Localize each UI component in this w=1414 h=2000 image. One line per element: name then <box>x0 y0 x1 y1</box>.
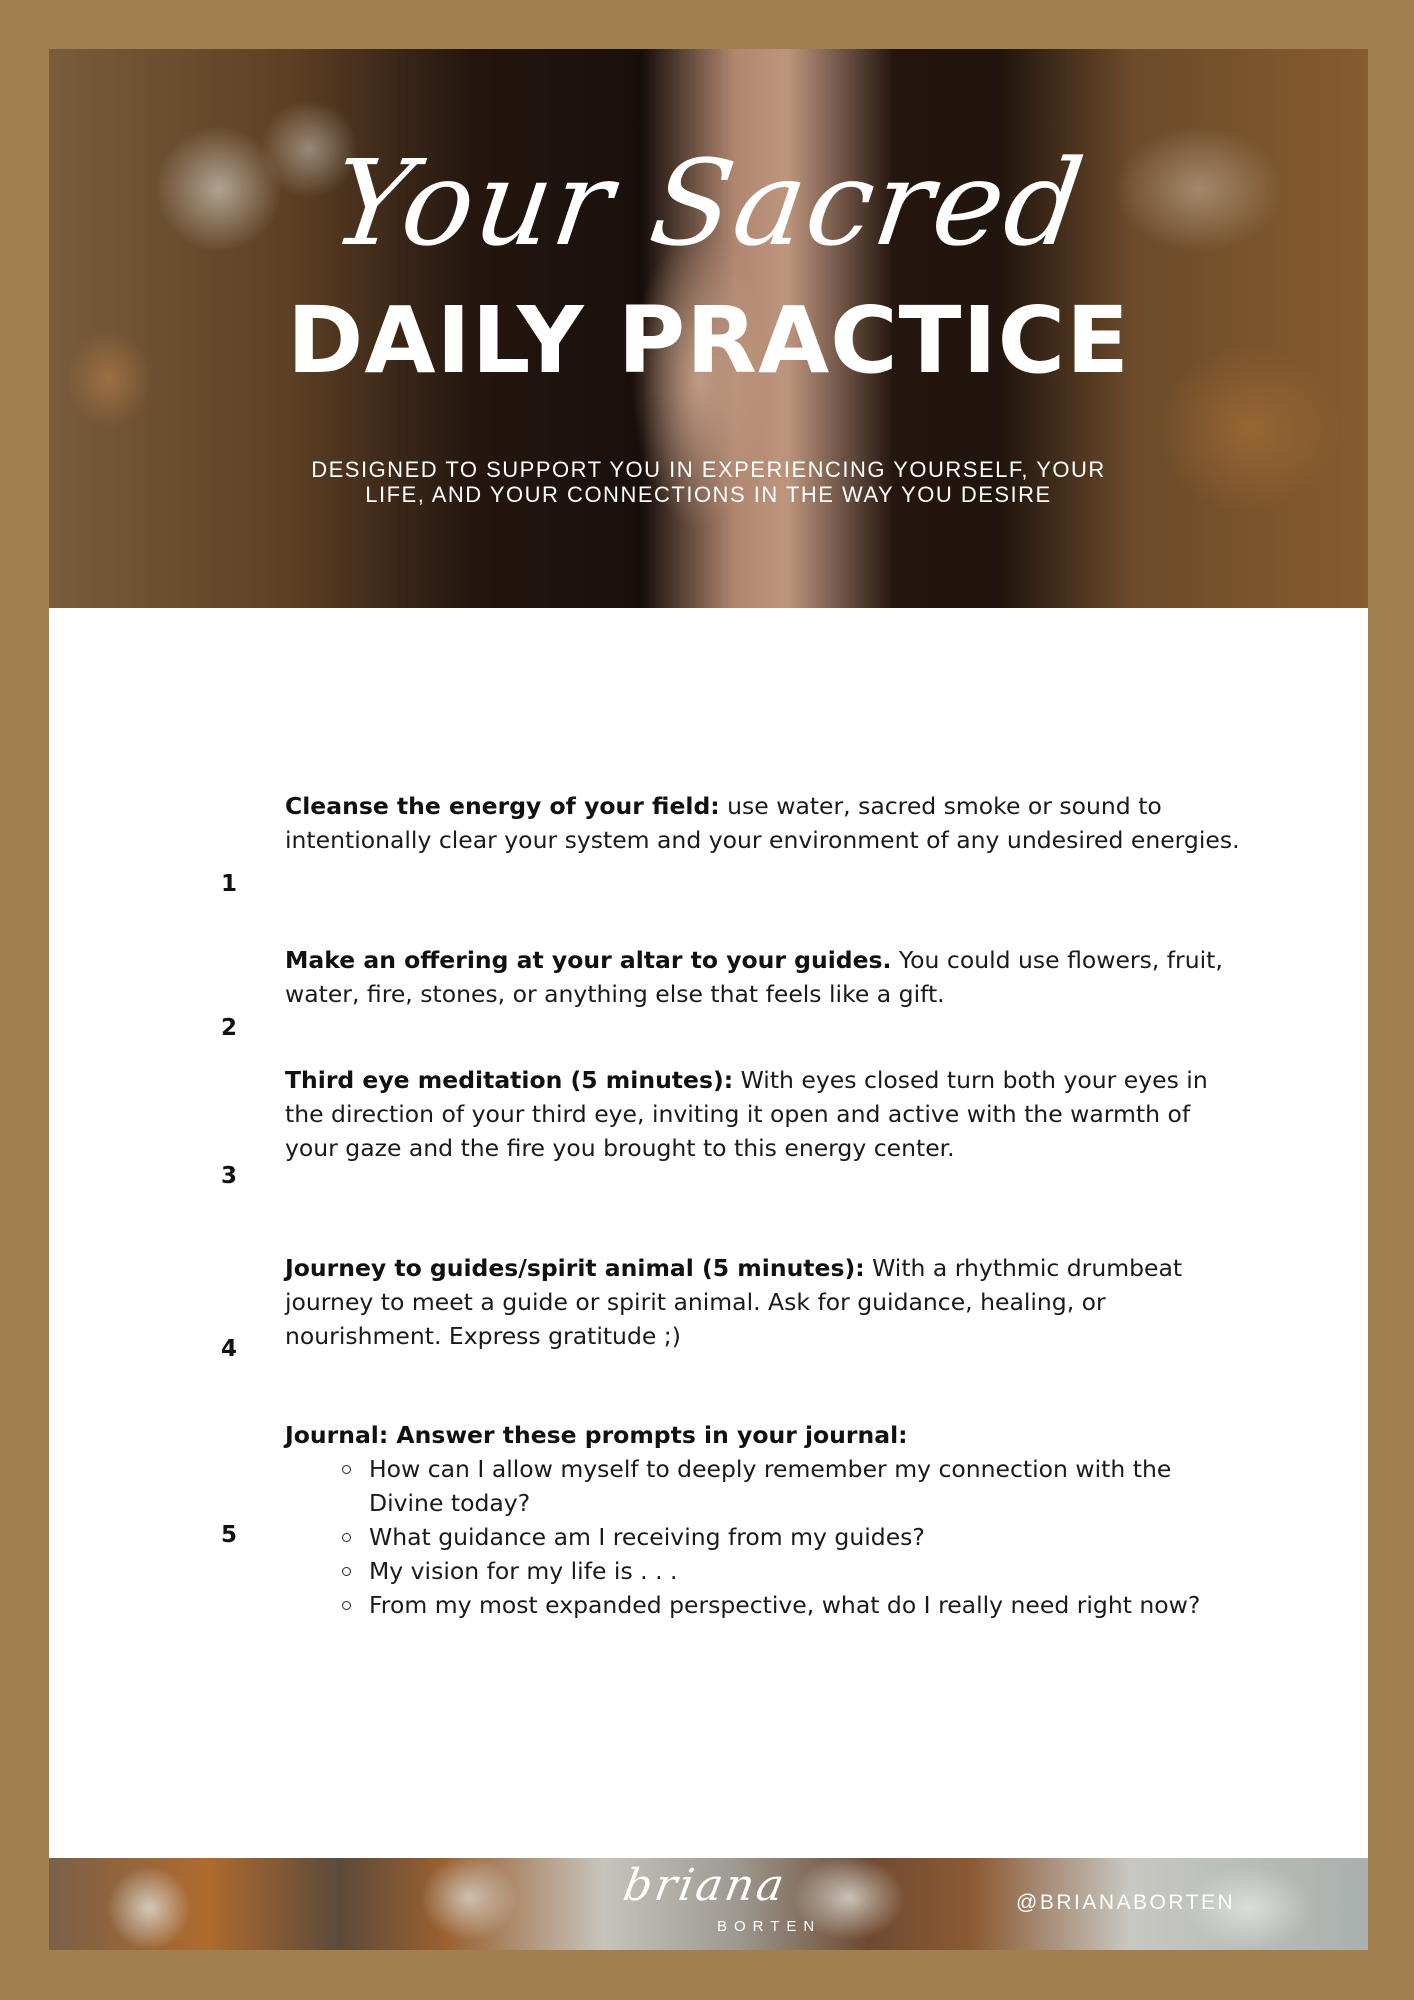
step-heading: Cleanse the energy of your field: <box>285 792 720 820</box>
hero-banner <box>49 49 1368 608</box>
step-number: 3 <box>221 1163 238 1189</box>
step-description: You could use flowers, fruit, water, fire, stones, or anything else that feels like a gift. <box>285 946 1223 1008</box>
hero-subtitle <box>249 457 1168 507</box>
hero-subtitle-line-2: LIFE, AND YOUR CONNECTIONS IN THE WAY YOU DESIRE <box>365 482 1052 507</box>
social-handle: @BRIANABORTEN <box>1016 1891 1236 1914</box>
hero-script-title: Your Sacred <box>323 134 1094 272</box>
circle-bullet-icon <box>342 1465 351 1474</box>
step-heading: Journey to guides/spirit animal (5 minutes): <box>285 1254 865 1282</box>
step-description: With a rhythmic drumbeat journey to meet a guide or spirit animal. Ask for guidance, healing, or nourishment. Express gratitude ;) <box>285 1254 1183 1350</box>
step-text <box>285 943 1245 1011</box>
step-number: 2 <box>221 1015 238 1041</box>
step-text <box>285 1251 1245 1353</box>
hero-subtitle-line-1: DESIGNED TO SUPPORT YOU IN EXPERIENCING YOURSELF, YOUR <box>311 457 1106 482</box>
step-number: 5 <box>221 1522 238 1548</box>
page-card <box>49 49 1368 1950</box>
step-heading: Third eye meditation (5 minutes): <box>285 1066 734 1094</box>
journal-prompt: What guidance am I receiving from my guides? <box>369 1520 1245 1554</box>
journal-prompt: How can I allow myself to deeply remember my connection with the Divine today? <box>369 1452 1245 1520</box>
step-number: 1 <box>221 871 238 897</box>
step-4 <box>49 1251 1368 1362</box>
step-5 <box>49 1418 1368 1656</box>
footer-banner <box>49 1858 1368 1950</box>
step-2 <box>49 943 1368 1041</box>
circle-bullet-icon <box>342 1533 351 1542</box>
hero-title: DAILY PRACTICE <box>286 287 1131 394</box>
step-description: With eyes closed turn both your eyes in the direction of your third eye, inviting it open and active with the warmth of your gaze and the fire you brought to this energy center. <box>285 1066 1208 1162</box>
brand-logo-script: briana <box>619 1860 791 1911</box>
step-heading: Journal: Answer these prompts in your journal: <box>285 1421 908 1449</box>
step-text <box>285 1063 1245 1165</box>
step-1 <box>49 789 1368 897</box>
brand-logo-sub: BORTEN <box>717 1918 822 1935</box>
step-3 <box>49 1063 1368 1199</box>
journal-prompt: My vision for my life is . . . <box>369 1554 1245 1588</box>
circle-bullet-icon <box>342 1567 351 1576</box>
step-description: use water, sacred smoke or sound to intentionally clear your system and your environment of any undesired energies. <box>285 792 1240 854</box>
journal-prompts <box>285 1452 1245 1622</box>
journal-prompt: From my most expanded perspective, what do I really need right now? <box>369 1588 1245 1622</box>
step-heading: Make an offering at your altar to your guides. <box>285 946 892 974</box>
step-text <box>285 1418 1245 1622</box>
step-text <box>285 789 1245 857</box>
step-number: 4 <box>221 1336 238 1362</box>
circle-bullet-icon <box>342 1601 351 1610</box>
